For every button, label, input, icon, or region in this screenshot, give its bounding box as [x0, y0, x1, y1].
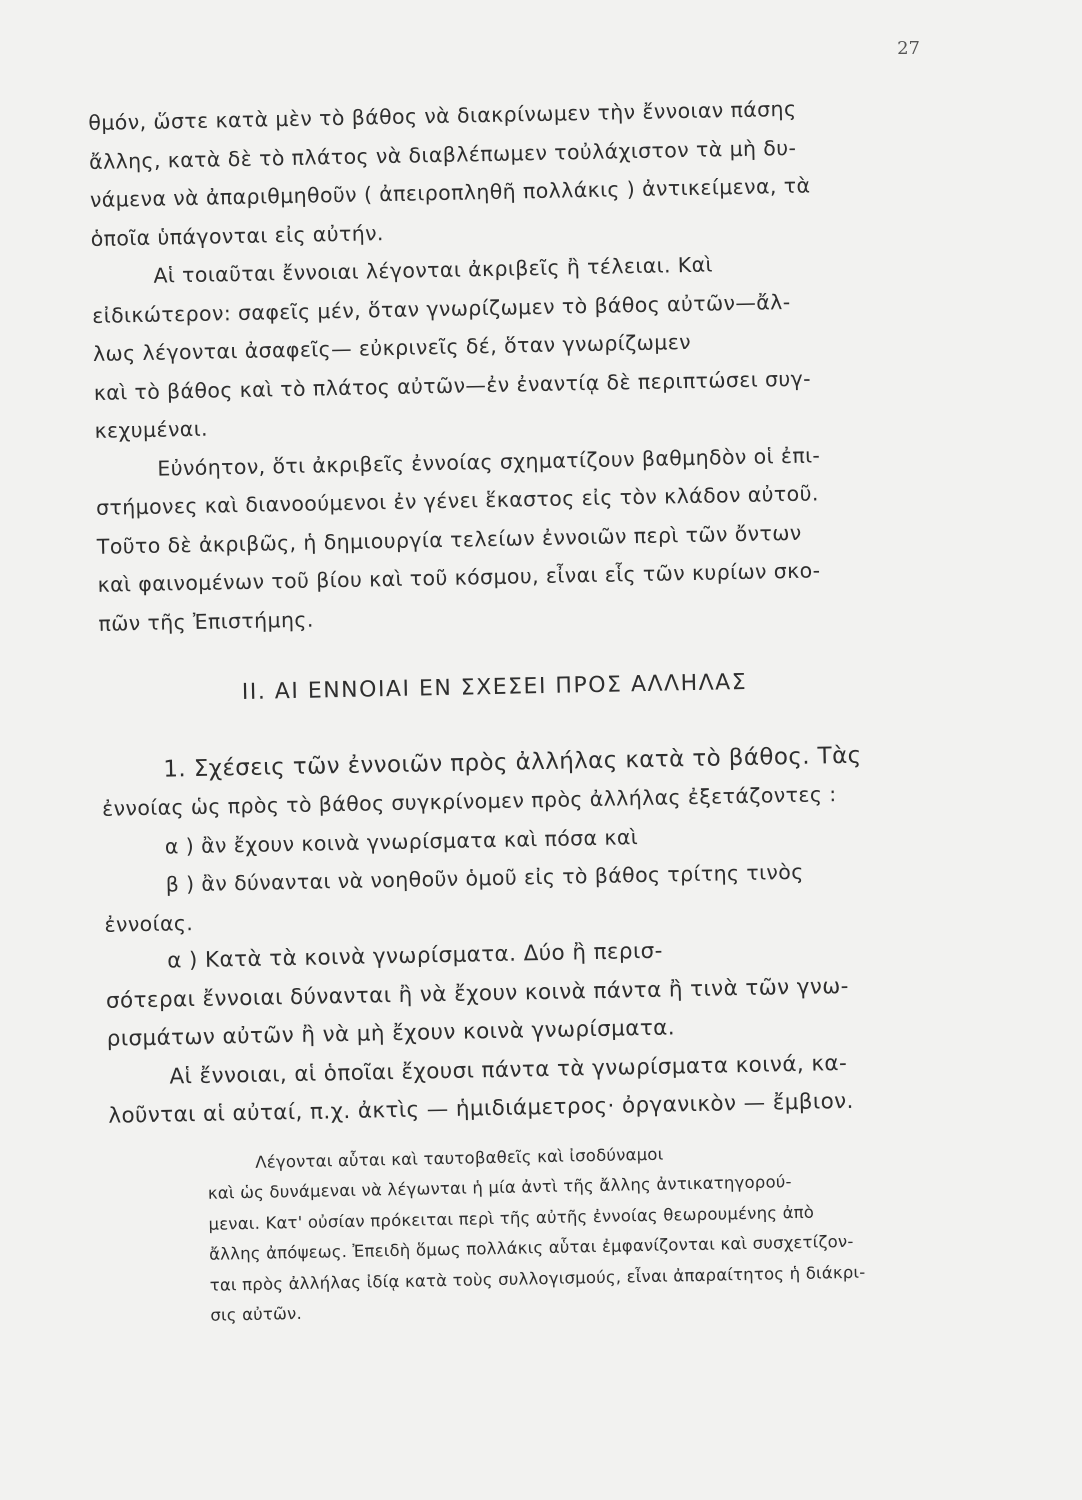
- text-line: Λέγονται αὗται καὶ ταυτοβαθεῖς καὶ ἰσοδύναμοι: [255, 1144, 664, 1172]
- text-line: καὶ φαινομένων τοῦ βίου καὶ τοῦ κόσμου, εἶναι εἷς τῶν κυρίων σκο-: [97, 558, 821, 597]
- text-line: Αἱ ἔννοιαι, αἱ ὁποῖαι ἔχουσι πάντα τὰ γνωρίσματα κοινά, κα-: [169, 1050, 848, 1090]
- page-number: 27: [897, 38, 920, 59]
- text-line: σότεραι ἔννοιαι δύνανται ἢ νὰ ἔχουν κοινὰ πάντα ἢ τινὰ τῶν γνω-: [105, 973, 850, 1014]
- text-line: κεχυμέναι.: [94, 416, 209, 443]
- text-line: ἐννοίας.: [104, 910, 194, 937]
- list-item: β ) ἂν δύνανται νὰ νοηθοῦν ὁμοῦ εἰς τὸ βάθος τρίτης τινὸς: [165, 859, 804, 897]
- text-line: Αἱ τοιαῦται ἔννοιαι λέγονται ἀκριβεῖς ἢ τέλειαι. Καὶ: [153, 252, 714, 288]
- text-line: ὁποῖα ὑπάγονται εἰς αὐτήν.: [90, 220, 385, 251]
- text-line: λως λέγονται ἀσαφεῖς— εὐκρινεῖς δέ, ὅταν γνωρίζωμεν: [92, 329, 692, 366]
- text-line: μεναι. Κατ' οὐσίαν πρόκειται περὶ τῆς αὐτῆς ἐννοίας θεωρουμένης ἀπὸ: [208, 1202, 815, 1234]
- text-line: θμόν, ὥστε κατὰ μὲν τὸ βάθος νὰ διακρίνωμεν τὴν ἔννοιαν πάσης: [88, 96, 797, 135]
- text-line: Τοῦτο δὲ ἀκριβῶς, ἡ δημιουργία τελείων ἐννοιῶν περὶ τῶν ὄντων: [96, 520, 802, 559]
- page-body: [88, 87, 973, 1334]
- text-line: Εὐνόητον, ὅτι ἀκριβεῖς ἐννοίας σχηματίζουν βαθμηδὸν οἱ ἐπι-: [157, 442, 821, 481]
- list-item: α ) ἂν ἔχουν κοινὰ γνωρίσματα καὶ πόσα καὶ: [164, 824, 639, 859]
- small-print-note: [109, 1133, 972, 1333]
- text-line: ἐννοίας ὡς πρὸς τὸ βάθος συγκρίνομεν πρὸς ἀλλήλας ἐξετάζοντες :: [101, 782, 837, 821]
- text-line: ρισμάτων αὐτῶν ἢ νὰ μὴ ἔχουν κοινὰ γνωρίσματα.: [106, 1015, 676, 1052]
- text-line: ἄλλης ἀπόψεως. Ἐπειδὴ ὅμως πολλάκις αὗται ἐμφανίζονται καὶ συσχετίζον-: [208, 1231, 854, 1264]
- text-line: πῶν τῆς Ἐπιστήμης.: [98, 607, 314, 636]
- section-heading: ΙΙ. ΑΙ ΕΝΝΟΙΑΙ ΕΝ ΣΧΕΣΕΙ ΠΡΟΣ ΑΛΛΗΛΑΣ: [241, 669, 748, 706]
- subsection-title-line: 1. Σχέσεις τῶν ἐννοιῶν πρὸς ἀλλήλας κατὰ τὸ βάθος. Τὰς: [163, 742, 862, 783]
- text-line: σις αὐτῶν.: [210, 1303, 303, 1325]
- text-line: καὶ τὸ βάθος καὶ τὸ πλάτος αὐτῶν—ἐν ἐναντίᾳ δὲ περιπτώσει συγ-: [93, 366, 812, 405]
- text-line: εἰδικώτερον: σαφεῖς μέν, ὅταν γνωρίζωμεν τὸ βάθος αὐτῶν—ἄλ-: [92, 289, 791, 328]
- text-line: α ) Κατὰ τὰ κοινὰ γνωρίσματα. Δύο ἢ περισ-: [166, 938, 664, 974]
- text-line: λοῦνται αἱ αὐταί, π.χ. ἀκτὶς — ἡμιδιάμετρος· ὀργανικὸν — ἔμβιον.: [108, 1088, 855, 1129]
- text-line: καὶ ὡς δυνάμεναι νὰ λέγωνται ἡ μία ἀντὶ τῆς ἄλλης ἀντικατηγορού-: [207, 1172, 792, 1203]
- text-line: ἄλλης, κατὰ δὲ τὸ πλάτος νὰ διαβλέπωμεν τοὐλάχιστον τὰ μὴ δυ-: [88, 135, 797, 174]
- text-line: στήμονες καὶ διανοούμενοι ἐν γένει ἕκαστος εἰς τὸν κλάδον αὐτοῦ.: [95, 481, 819, 520]
- text-line: ται πρὸς ἀλλήλας ἰδίᾳ κατὰ τοὺς συλλογισμούς, εἶναι ἀπαραίτητος ἡ διάκρι-: [209, 1262, 866, 1295]
- text-line: νάμενα νὰ ἀπαριθμηθοῦν ( ἀπειροπληθῆ πολλάκις ) ἀντικείμενα, τὰ: [89, 173, 811, 212]
